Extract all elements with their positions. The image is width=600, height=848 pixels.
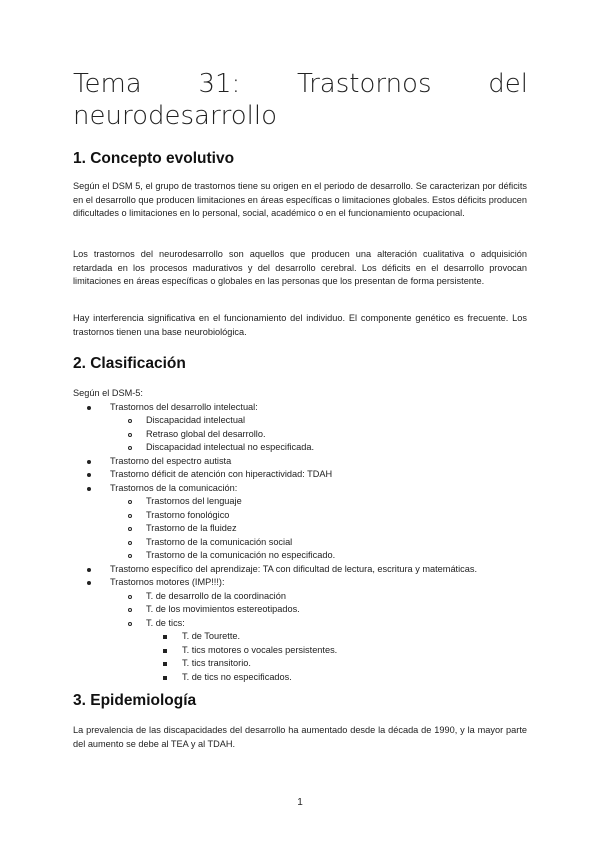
- bullet-circle-icon: [128, 527, 132, 531]
- bullet-circle-icon: [128, 608, 132, 612]
- list-item: Trastorno de la comunicación no especificado.: [73, 549, 533, 563]
- list-item: Trastorno fonológico: [73, 509, 533, 523]
- title-word: 31:: [198, 69, 241, 99]
- list-item: Discapacidad intelectual: [73, 414, 533, 428]
- list-item: T. de Tourette.: [73, 630, 533, 644]
- title-line2: neurodesarrollo: [73, 101, 278, 131]
- list-item: T. tics motores o vocales persistentes.: [73, 644, 533, 658]
- paragraph: Hay interferencia significativa en el funcionamiento del individuo. El componente genético es frecuente. Los trastornos tienen una base neurobiológica.: [73, 313, 527, 337]
- bullet-circle-icon: [128, 595, 132, 599]
- bullet-circle-icon: [128, 541, 132, 545]
- page-title: [73, 68, 528, 132]
- bullet-circle-icon: [128, 446, 132, 450]
- page-number: 1: [297, 797, 303, 808]
- list-item: Trastorno del espectro autista: [73, 455, 533, 469]
- list-item: Trastorno déficit de atención con hiperactividad: TDAH: [73, 468, 533, 482]
- bullet-icon: [87, 487, 91, 491]
- paragraph: Los trastornos del neurodesarrollo son aquellos que producen una alteración cualitativa o adquisición retardada en los procesos madurativos y del desarrollo cerebral. Los déficits en el desarrollo provocan limitaciones en áreas específicas o globales en las personas que los presentan de forma persistente.: [73, 249, 527, 287]
- list-item: Discapacidad intelectual no especificada.: [73, 441, 533, 455]
- paragraph: La prevalencia de las discapacidades del desarrollo ha aumentado desde la década de 1990, y la mayor parte del aumento se debe al TEA y al TDAH.: [73, 725, 527, 749]
- title-word: Tema: [73, 69, 142, 99]
- title-word: Trastornos: [297, 69, 432, 99]
- list-item: T. de tics no especificados.: [73, 671, 533, 685]
- list-item: Trastorno de la fluidez: [73, 522, 533, 536]
- list-item: Trastorno de la comunicación social: [73, 536, 533, 550]
- bullet-circle-icon: [128, 514, 132, 518]
- bullet-icon: [87, 581, 91, 585]
- bullet-circle-icon: [128, 622, 132, 626]
- section-heading: 1. Concepto evolutivo: [73, 150, 235, 167]
- list-item: Trastorno específico del aprendizaje: TA con dificultad de lectura, escritura y matemáticas.: [73, 563, 533, 577]
- bullet-square-icon: [163, 676, 167, 680]
- list-item: Trastornos del desarrollo intelectual:: [73, 401, 533, 415]
- bullet-icon: [87, 473, 91, 477]
- bullet-square-icon: [163, 635, 167, 639]
- classification-list: [73, 387, 533, 684]
- list-item: T. de los movimientos estereotipados.: [73, 603, 533, 617]
- bullet-icon: [87, 460, 91, 464]
- list-item: T. de desarrollo de la coordinación: [73, 590, 533, 604]
- list-item: Trastornos motores (IMP!!!):: [73, 576, 533, 590]
- bullet-circle-icon: [128, 500, 132, 504]
- list-item: Retraso global del desarrollo.: [73, 428, 533, 442]
- title-word: del: [488, 69, 528, 99]
- list-item: Trastornos de la comunicación:: [73, 482, 533, 496]
- bullet-icon: [87, 406, 91, 410]
- section-heading: 2. Clasificación: [73, 355, 186, 372]
- bullet-circle-icon: [128, 419, 132, 423]
- paragraph: Según el DSM 5, el grupo de trastornos tiene su origen en el periodo de desarrollo. Se caracterizan por déficits en el desarrollo que producen limitaciones en áreas específicas o limitaciones globales. Estos déficits producen dificultades o limitaciones en lo personal, social, académico o en el funcionamiento ocupacional.: [73, 181, 528, 219]
- list-intro: Según el DSM-5:: [73, 388, 143, 398]
- bullet-square-icon: [163, 662, 167, 666]
- bullet-icon: [87, 568, 91, 572]
- section-heading: 3. Epidemiología: [73, 692, 197, 709]
- bullet-square-icon: [163, 649, 167, 653]
- list-item: Trastornos del lenguaje: [73, 495, 533, 509]
- list-item: T. de tics:: [73, 617, 533, 631]
- bullet-circle-icon: [128, 554, 132, 558]
- list-item: T. tics transitorio.: [73, 657, 533, 671]
- bullet-circle-icon: [128, 433, 132, 437]
